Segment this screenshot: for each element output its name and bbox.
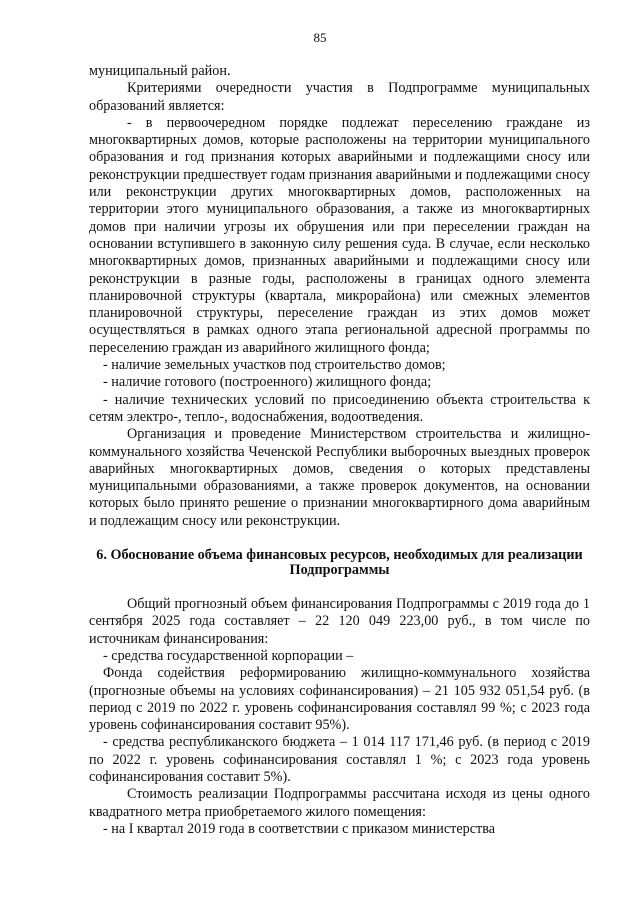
paragraph: муниципальный район. (89, 63, 231, 79)
page-content (89, 63, 590, 838)
criteria-section (89, 63, 590, 530)
paragraph: - наличие земельных участков под строительство домов; (103, 357, 446, 374)
section-heading: 6. Обоснование объема финансовых ресурсов, необходимых для реализации Подпрограммы (96, 547, 583, 579)
page-number: 85 (313, 30, 327, 45)
paragraph: Стоимость реализации Подпрограммы рассчитана исходя из цены одного квадратного метра приобретаемого жилого помещения: (89, 786, 590, 820)
paragraph: Критериями очередности участия в Подпрограмме муниципальных образований является: (89, 80, 590, 114)
paragraph: Фонда содействия реформированию жилищно-коммунального хозяйства (прогнозные объемы на условиях софинансирования) – 21 105 932 051,54 руб. (в период с 2019 по 2022 г. уровень софинансирования составлял 99 %; с 2023 года уровень софинансирования составит 95%). (89, 665, 590, 734)
paragraph: - наличие технических условий по присоединению объекта строительства к сетям электро-, тепло-, водоснабжения, водоотведения. (89, 391, 590, 425)
paragraph: - на I квартал 2019 года в соответствии с приказом министерства (103, 820, 496, 837)
paragraph: - в первоочередном порядке подлежат переселению граждане из многоквартирных домов, которые расположены на территории муниципального образования и год признания которых аварийными и подлежащими сносу или реконструкции предшествует годам признания аварийными и подлежащими сносу или реконструкции других многоквартирных домов, расположенных на территории этого муниципального образования, а также из многоквартирных домов при наличии угрозы их обрушения или при переселении граждан на основании вступившего в законную силу решения суда. В случае, если несколько многоквартирных домов, признанных аварийными и подлежащими сносу или реконструкции в разные годы, расположены в границах одного элемента планировочной структуры (квартала, микрорайона) или смежных элементов планировочной структуры, переселение граждан из этих домов может осуществляться в рамках одного этапа региональной адресной программы по переселению граждан из аварийного жилищного фонда; (89, 114, 590, 356)
financing-section (89, 596, 590, 838)
paragraph: - средства республиканского бюджета – 1 014 117 171,46 руб. (в период с 2019 по 2022 г. уровень софинансирования составлял 1 %; с 2023 года уровень софинансирования составит 5%). (89, 734, 590, 785)
paragraph: - средства государственной корпорации – (103, 647, 354, 664)
paragraph: Общий прогнозный объем финансирования Подпрограммы с 2019 года до 1 сентября 2025 года составляет – 22 120 049 223,00 руб., в том числе по источникам финансирования: (89, 596, 590, 647)
paragraph: Организация и проведение Министерством строительства и жилищно-коммунального хозяйства Чеченской Республики выборочных выездных проверок аварийных многоквартирных домов, сведения о которых представлены муниципальными образованиями, а также проверок документов, на основании которых было принято решение о признании многоквартирного дома аварийным и подлежащим сносу или реконструкции. (89, 426, 590, 529)
paragraph: - наличие готового (построенного) жилищного фонда; (103, 374, 432, 391)
